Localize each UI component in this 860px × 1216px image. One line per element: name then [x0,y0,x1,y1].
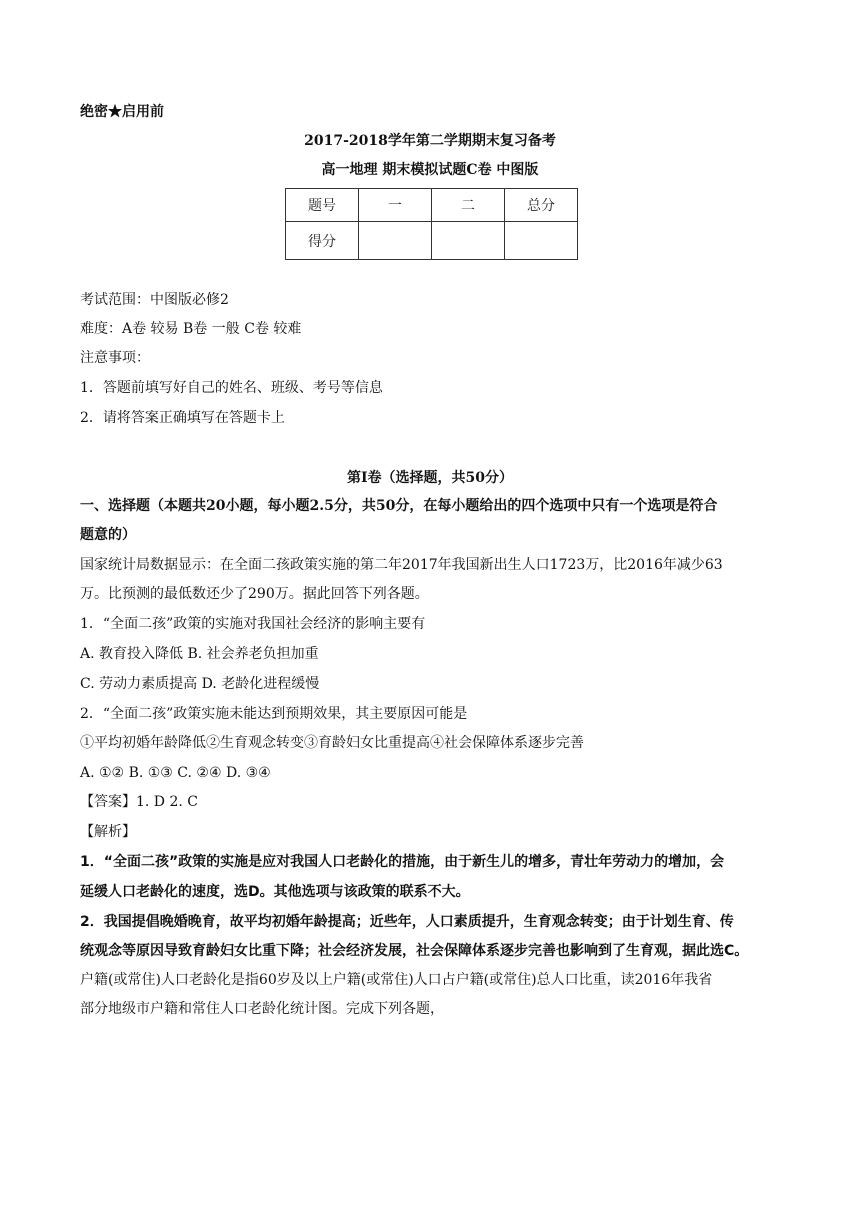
question-1-options: A. 教育投入降低 B. 社会养老负担加重 [80,646,319,662]
score-header-cell: 一 [359,189,432,222]
notice-item: 2．请将答案正确填写在答题卡上 [80,410,285,426]
score-header-cell: 总分 [505,189,578,222]
question-stem: 户籍(或常住)人口老龄化是指60岁及以上户籍(或常住)人口占户籍(或常住)总人口比重，读2016年我省 [80,972,713,988]
explanation-2: 统观念等原因导致育龄妇女比重下降；社会经济发展，社会保障体系逐步完善也影响到了生育观，据此选C。 [80,943,749,959]
score-cell [359,222,432,260]
score-table [285,188,578,260]
score-row-label: 得分 [286,222,359,260]
score-header-cell: 题号 [286,189,359,222]
secret-mark: 绝密★启用前 [80,104,164,120]
question-2-options: A. ①② B. ①③ C. ②④ D. ③④ [80,765,271,781]
section-title: 第Ⅰ卷（选择题，共50分） [346,470,514,486]
analysis-label: 【解析】 [80,824,136,840]
question-stem: 万。比预测的最低数还少了290万。据此回答下列各题。 [80,586,429,602]
question-stem: 部分地级市户籍和常住人口老龄化统计图。完成下列各题， [80,1001,444,1017]
explanation-2: 2．我国提倡晚婚晚育，故平均初婚年龄提高；近些年，人口素质提升，生育观念转变；由于计划生育、传 [80,914,734,930]
notice-item: 1．答题前填写好自己的姓名、班级、考号等信息 [80,380,383,396]
explanation-1: 延缓人口老龄化的速度，选D。其他选项与该政策的联系不大。 [80,884,470,900]
explanation-1: 1．“全面二孩”政策的实施是应对我国人口老龄化的措施，由于新生儿的增多，青壮年劳动力的增加，会 [80,854,725,870]
notice-title: 注意事项： [80,350,150,366]
question-2: 2．“全面二孩”政策实施未能达到预期效果，其主要原因可能是 [80,706,468,722]
exam-subtitle: 高一地理 期末模拟试题C卷 中图版 [321,162,539,178]
question-stem: 国家统计局数据显示：在全面二孩政策实施的第二年2017年我国新出生人口1723万，比2016年减少63 [80,557,723,573]
score-cell [505,222,578,260]
answer-line: 【答案】1. D 2. C [80,794,199,810]
exam-scope: 考试范围：中图版必修2 [80,292,229,308]
section-heading: 一、选择题（本题共20小题，每小题2.5分，共50分，在每小题给出的四个选项中只有一个选项是符合 [80,498,718,514]
question-1: 1．“全面二孩”政策的实施对我国社会经济的影响主要有 [80,616,426,632]
question-2-items: ①平均初婚年龄降低②生育观念转变③育龄妇女比重提高④社会保障体系逐步完善 [80,735,584,751]
question-1-options: C. 劳动力素质提高 D. 老龄化进程缓慢 [80,676,320,692]
difficulty-line: 难度：A卷 较易 B卷 一般 C卷 较难 [80,321,302,337]
exam-title: 2017-2018学年第二学期期末复习备考 [304,133,556,149]
section-heading: 题意的） [80,527,136,543]
score-cell [432,222,505,260]
score-header-cell: 二 [432,189,505,222]
